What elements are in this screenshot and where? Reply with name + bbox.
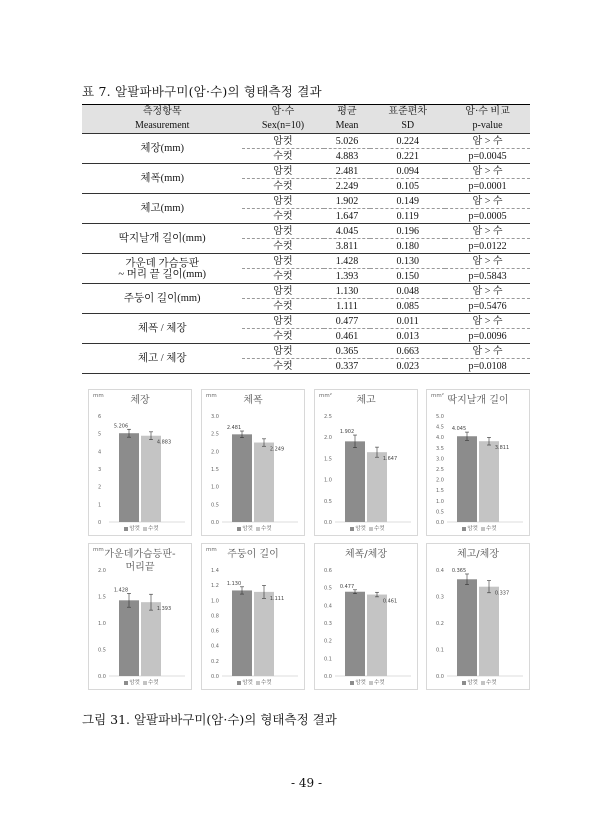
table-row — [82, 194, 530, 209]
y-tick-label: 0.1 — [436, 647, 444, 654]
y-tick-label: 2.5 — [436, 467, 444, 473]
data-label: 0.365 — [451, 567, 467, 574]
y-tick-label: 0.2 — [324, 638, 332, 645]
y-tick-label: 0.4 — [436, 568, 444, 574]
y-tick-label: 1.0 — [211, 484, 219, 491]
legend-swatch-female — [350, 681, 354, 685]
data-label: 1.647 — [382, 456, 398, 463]
data-label: 2.481 — [226, 425, 242, 432]
chart-legend — [315, 678, 417, 686]
y-tick-label: 0.0 — [211, 520, 219, 526]
table-row — [82, 134, 530, 149]
chart-legend — [315, 524, 417, 532]
header-measurement-ko: 측정항목 — [82, 105, 242, 120]
y-tick-label: 0.2 — [211, 658, 219, 665]
sd-cell: 0.224 — [370, 134, 445, 149]
data-label: 1.902 — [339, 429, 355, 436]
measurement-cell: 체고(mm) — [82, 194, 242, 224]
sex-cell: 수컷 — [242, 209, 323, 224]
measurement-cell: 체폭(mm) — [82, 164, 242, 194]
y-tick-label: 0.0 — [211, 674, 219, 680]
mean-cell: 0.477 — [324, 314, 371, 329]
mean-cell: 5.026 — [324, 134, 371, 149]
measurement-cell: 딱지날개 길이(mm) — [82, 224, 242, 254]
measurement-cell: 체장(mm) — [82, 134, 242, 164]
chart-title: 체고/체장 — [456, 549, 499, 560]
y-tick-label: 2.0 — [436, 477, 444, 484]
table-row — [82, 344, 530, 359]
legend-label-female: 암컷 — [242, 680, 253, 686]
y-tick-label: 6 — [98, 414, 102, 420]
sex-cell: 수컷 — [242, 299, 323, 314]
data-label: 0.337 — [494, 590, 510, 597]
sex-cell: 수컷 — [242, 179, 323, 194]
chart-plot — [202, 390, 304, 535]
chart-legend — [202, 524, 304, 532]
bar-female — [232, 434, 252, 522]
y-tick-label: 0.6 — [324, 568, 332, 574]
table-caption: 표 7. 알팔파바구미(암·수)의 형태측정 결과 — [82, 84, 322, 99]
y-tick-label: 1.0 — [436, 498, 444, 505]
morphometry-table — [82, 104, 530, 374]
bar-chart — [201, 389, 305, 536]
y-tick-label: 5 — [98, 431, 102, 438]
pvalue-cell: p=0.5843 — [445, 269, 530, 284]
chart-unit: mm — [206, 393, 217, 399]
mean-cell: 0.461 — [324, 329, 371, 344]
y-tick-label: 2.5 — [211, 431, 219, 438]
sex-cell: 암컷 — [242, 224, 323, 239]
mean-cell: 1.428 — [324, 254, 371, 269]
compare-cell: 암 > 수 — [445, 134, 530, 149]
bar-chart — [314, 389, 418, 536]
y-tick-label: 0.4 — [324, 603, 332, 610]
y-tick-label: 0.5 — [98, 647, 106, 654]
sex-cell: 수컷 — [242, 239, 323, 254]
page-number: - 49 - — [290, 776, 322, 790]
y-tick-label: 5.0 — [436, 414, 444, 420]
chart-plot — [427, 390, 529, 535]
legend-swatch-male — [369, 527, 373, 531]
y-tick-label: 1.0 — [211, 598, 219, 605]
bar-chart — [201, 543, 305, 690]
chart-legend — [427, 678, 529, 686]
y-tick-label: 3.0 — [436, 456, 444, 463]
legend-label-female: 암컷 — [242, 526, 253, 532]
pvalue-cell: p=0.0001 — [445, 179, 530, 194]
y-tick-label: 2.0 — [211, 449, 219, 456]
mean-cell: 1.902 — [324, 194, 371, 209]
mean-cell: 1.393 — [324, 269, 371, 284]
y-tick-label: 2.0 — [324, 435, 332, 442]
y-tick-label: 1.0 — [98, 621, 106, 627]
legend-label-male: 수컷 — [148, 526, 159, 532]
chart-unit: mm — [93, 547, 104, 553]
legend-swatch-female — [124, 527, 128, 531]
y-tick-label: 2.5 — [324, 414, 332, 420]
mean-cell: 2.481 — [324, 164, 371, 179]
measurement-cell: 가운데 가슴등판 ~ 머리 끝 길이(mm) — [82, 254, 242, 284]
legend-label-female: 암컷 — [467, 526, 478, 532]
data-label: 0.461 — [382, 598, 398, 605]
header-compare-ko: 암·수 비교 — [445, 105, 530, 120]
table-row — [82, 224, 530, 239]
legend-label-male: 수컷 — [486, 526, 497, 532]
mean-cell: 1.130 — [324, 284, 371, 299]
y-tick-label: 1.5 — [98, 594, 106, 601]
sd-cell: 0.094 — [370, 164, 445, 179]
bar-male — [479, 441, 499, 522]
chart-unit: mm — [206, 547, 217, 553]
legend-swatch-male — [481, 681, 485, 685]
chart-legend — [202, 678, 304, 686]
bar-male — [254, 592, 274, 676]
pvalue-cell: p=0.5476 — [445, 299, 530, 314]
y-tick-label: 0.5 — [436, 509, 444, 516]
chart-legend — [427, 524, 529, 532]
pvalue-cell: p=0.0045 — [445, 149, 530, 164]
bar-female — [457, 436, 477, 522]
mean-cell: 0.337 — [324, 359, 371, 374]
sex-cell: 수컷 — [242, 149, 323, 164]
data-label: 1.428 — [113, 587, 129, 594]
header-pvalue-en: p-value — [445, 119, 530, 134]
y-tick-label: 0.8 — [211, 613, 219, 620]
legend-swatch-female — [237, 681, 241, 685]
y-tick-label: 1.5 — [436, 488, 444, 495]
data-label: 0.477 — [339, 583, 355, 590]
y-tick-label: 0.4 — [211, 643, 219, 650]
header-measurement-en: Measurement — [82, 119, 242, 134]
sex-cell: 암컷 — [242, 164, 323, 179]
y-tick-label: 0.3 — [436, 594, 444, 601]
y-tick-label: 3 — [98, 467, 102, 473]
bar-male — [254, 443, 274, 522]
y-tick-label: 1.2 — [211, 583, 219, 590]
pvalue-cell: p=0.0108 — [445, 359, 530, 374]
compare-cell: 암 > 수 — [445, 314, 530, 329]
compare-cell: 암 > 수 — [445, 194, 530, 209]
y-tick-label: 0.5 — [324, 585, 332, 592]
legend-label-female: 암컷 — [355, 680, 366, 686]
data-label: 1.130 — [226, 580, 242, 587]
legend-swatch-male — [256, 527, 260, 531]
chart-title: 가운데가슴등판- 머리끝 — [104, 549, 176, 573]
sd-cell: 0.149 — [370, 194, 445, 209]
sd-cell: 0.048 — [370, 284, 445, 299]
chart-title: 주둥이 길이 — [227, 549, 279, 560]
table-row — [82, 254, 530, 269]
bar-chart — [314, 543, 418, 690]
pvalue-cell: p=0.0005 — [445, 209, 530, 224]
mean-cell: 2.249 — [324, 179, 371, 194]
bar-female — [345, 592, 365, 676]
mean-cell: 0.365 — [324, 344, 371, 359]
chart-plot — [89, 390, 191, 535]
measurement-cell: 체폭 / 체장 — [82, 314, 242, 344]
chart-plot — [89, 544, 191, 689]
chart-plot — [427, 544, 529, 689]
sd-cell: 0.130 — [370, 254, 445, 269]
y-tick-label: 0.1 — [324, 656, 332, 663]
sd-cell: 0.013 — [370, 329, 445, 344]
chart-title: 체고 — [356, 395, 376, 406]
chart-plot — [315, 544, 417, 689]
legend-label-female: 암컷 — [129, 680, 140, 686]
legend-label-male: 수컷 — [261, 680, 272, 686]
legend-label-male: 수컷 — [374, 680, 385, 686]
bar-female — [119, 600, 139, 676]
measurement-cell: 주둥이 길이(mm) — [82, 284, 242, 314]
legend-swatch-female — [350, 527, 354, 531]
bar-male — [141, 436, 161, 522]
legend-swatch-female — [237, 527, 241, 531]
y-tick-label: 0.3 — [324, 621, 332, 627]
chart-unit: mm — [93, 393, 104, 399]
measurement-cell: 체고 / 체장 — [82, 344, 242, 374]
legend-swatch-male — [256, 681, 260, 685]
y-tick-label: 0.0 — [324, 674, 332, 680]
y-tick-label: 0.6 — [211, 628, 219, 635]
legend-swatch-male — [143, 527, 147, 531]
data-label: 2.249 — [269, 446, 285, 453]
compare-cell: 암 > 수 — [445, 284, 530, 299]
chart-plot — [315, 390, 417, 535]
y-tick-label: 4.5 — [436, 424, 444, 431]
header-sd-ko: 표준편차 — [370, 105, 445, 120]
data-label: 1.393 — [156, 606, 172, 613]
data-label: 4.045 — [451, 426, 467, 433]
chart-plot — [202, 544, 304, 689]
y-tick-label: 1.0 — [324, 477, 332, 484]
legend-label-male: 수컷 — [148, 680, 159, 686]
y-tick-label: 3.5 — [436, 445, 444, 452]
legend-swatch-female — [124, 681, 128, 685]
y-tick-label: 1.5 — [211, 467, 219, 473]
compare-cell: 암 > 수 — [445, 344, 530, 359]
sd-cell: 0.221 — [370, 149, 445, 164]
y-tick-label: 0.0 — [324, 520, 332, 526]
y-tick-label: 4.0 — [436, 435, 444, 442]
sex-cell: 암컷 — [242, 284, 323, 299]
sd-cell: 0.196 — [370, 224, 445, 239]
legend-label-female: 암컷 — [129, 526, 140, 532]
table-row — [82, 164, 530, 179]
bar-female — [119, 433, 139, 522]
bar-chart — [88, 389, 192, 536]
bar-female — [232, 590, 252, 676]
mean-cell: 1.647 — [324, 209, 371, 224]
sex-cell: 수컷 — [242, 329, 323, 344]
sex-cell: 암컷 — [242, 344, 323, 359]
bar-male — [367, 452, 387, 522]
y-tick-label: 3.0 — [211, 414, 219, 420]
data-label: 5.206 — [113, 423, 129, 430]
compare-cell: 암 > 수 — [445, 164, 530, 179]
sd-cell: 0.150 — [370, 269, 445, 284]
y-tick-label: 1 — [98, 502, 102, 509]
y-tick-label: 0.0 — [436, 674, 444, 680]
bar-chart — [426, 543, 530, 690]
sex-cell: 수컷 — [242, 269, 323, 284]
sd-cell: 0.023 — [370, 359, 445, 374]
chart-unit: mm² — [431, 393, 444, 399]
data-label: 4.883 — [156, 439, 172, 446]
mean-cell: 4.883 — [324, 149, 371, 164]
sex-cell: 수컷 — [242, 359, 323, 374]
y-tick-label: 1.4 — [211, 568, 219, 574]
chart-legend — [89, 678, 191, 686]
sd-cell: 0.663 — [370, 344, 445, 359]
table-row — [82, 314, 530, 329]
header-sd-en: SD — [370, 119, 445, 134]
sex-cell: 암컷 — [242, 194, 323, 209]
y-tick-label: 0 — [98, 520, 102, 526]
mean-cell: 1.111 — [324, 299, 371, 314]
legend-label-male: 수컷 — [374, 526, 385, 532]
legend-swatch-female — [462, 527, 466, 531]
header-mean-ko: 평균 — [324, 105, 371, 120]
y-tick-label: 0.2 — [436, 621, 444, 627]
legend-swatch-male — [481, 527, 485, 531]
sd-cell: 0.180 — [370, 239, 445, 254]
sex-cell: 암컷 — [242, 254, 323, 269]
bar-male — [367, 595, 387, 676]
bar-female — [457, 579, 477, 676]
chart-legend — [89, 524, 191, 532]
compare-cell: 암 > 수 — [445, 254, 530, 269]
header-sex-en: Sex(n=10) — [242, 119, 323, 134]
bar-chart — [88, 543, 192, 690]
chart-title: 체폭 — [243, 395, 263, 406]
y-tick-label: 0.5 — [324, 498, 332, 505]
legend-label-male: 수컷 — [261, 526, 272, 532]
y-tick-label: 0.5 — [211, 502, 219, 509]
chart-title: 체장 — [130, 395, 150, 406]
mean-cell: 3.811 — [324, 239, 371, 254]
chart-title: 딱지날개 길이 — [447, 395, 509, 406]
sex-cell: 암컷 — [242, 314, 323, 329]
compare-cell: 암 > 수 — [445, 224, 530, 239]
y-tick-label: 2.0 — [98, 568, 106, 574]
header-mean-en: Mean — [324, 119, 371, 134]
table-row — [82, 284, 530, 299]
mean-cell: 4.045 — [324, 224, 371, 239]
pvalue-cell: p=0.0122 — [445, 239, 530, 254]
sd-cell: 0.085 — [370, 299, 445, 314]
header-sex-ko: 암·수 — [242, 105, 323, 120]
legend-label-male: 수컷 — [486, 680, 497, 686]
figure-caption: 그림 31. 알팔파바구미(암·수)의 형태측정 결과 — [82, 712, 337, 727]
sd-cell: 0.119 — [370, 209, 445, 224]
chart-title: 체폭/체장 — [344, 549, 387, 560]
legend-swatch-male — [143, 681, 147, 685]
sex-cell: 암컷 — [242, 134, 323, 149]
legend-swatch-female — [462, 681, 466, 685]
data-label: 1.111 — [269, 595, 285, 602]
bar-chart — [426, 389, 530, 536]
legend-swatch-male — [369, 681, 373, 685]
pvalue-cell: p=0.0096 — [445, 329, 530, 344]
y-tick-label: 2 — [98, 484, 102, 491]
bar-male — [479, 587, 499, 676]
bar-male — [141, 602, 161, 676]
chart-unit: mm² — [319, 393, 332, 399]
sd-cell: 0.011 — [370, 314, 445, 329]
y-tick-label: 1.5 — [324, 456, 332, 463]
sd-cell: 0.105 — [370, 179, 445, 194]
y-tick-label: 0.0 — [436, 520, 444, 526]
data-label: 3.811 — [494, 445, 510, 452]
y-tick-label: 4 — [98, 449, 102, 456]
bar-female — [345, 441, 365, 522]
legend-label-female: 암컷 — [467, 680, 478, 686]
legend-label-female: 암컷 — [355, 526, 366, 532]
y-tick-label: 0.0 — [98, 674, 106, 680]
